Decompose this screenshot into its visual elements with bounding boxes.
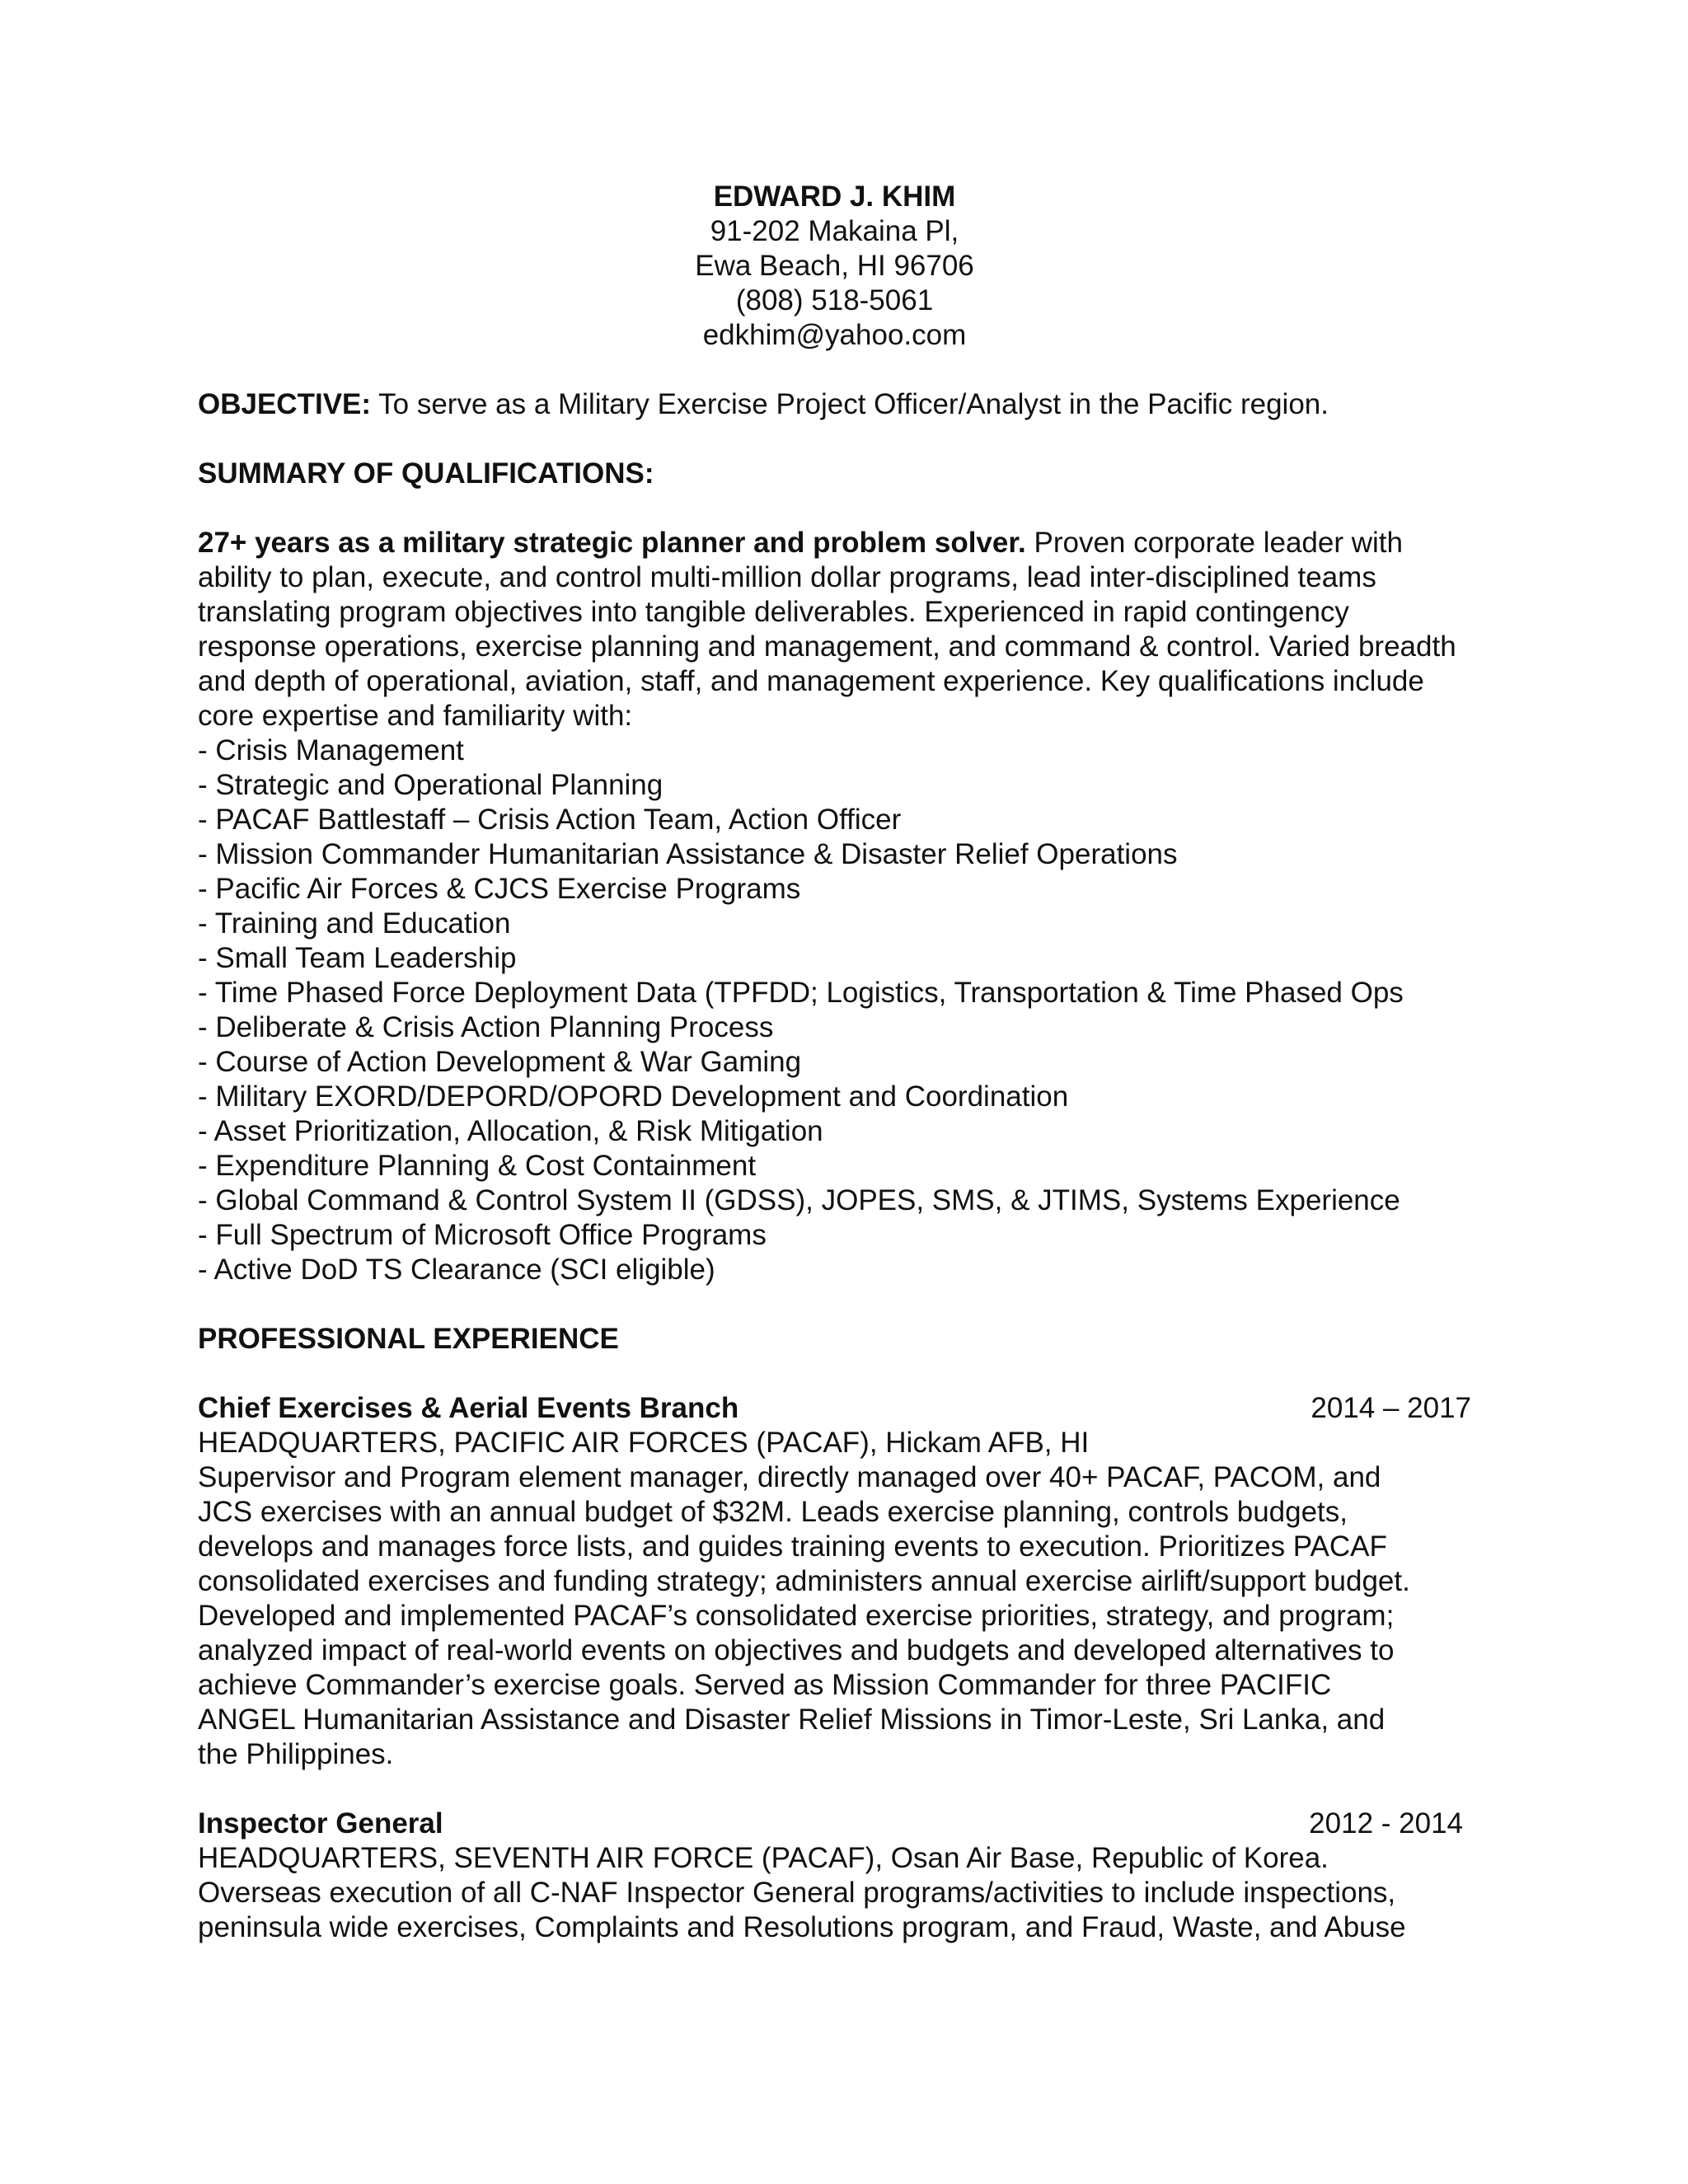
job-organization: HEADQUARTERS, PACIFIC AIR FORCES (PACAF), Hickam AFB, HI bbox=[198, 1427, 1090, 1459]
summary-paragraph bbox=[198, 526, 1471, 733]
qualification-item: - Active DoD TS Clearance (SCI eligible) bbox=[198, 1254, 715, 1286]
experience-heading: PROFESSIONAL EXPERIENCE bbox=[198, 1323, 619, 1355]
job-title: Chief Exercises & Aerial Events Branch bbox=[198, 1392, 739, 1424]
job-dates: 2012 - 2014 bbox=[1309, 1807, 1463, 1840]
qualifications-list bbox=[198, 733, 1471, 1287]
qualification-item: - Strategic and Operational Planning bbox=[198, 769, 663, 801]
qualification-item: - Training and Education bbox=[198, 907, 511, 940]
job-entry bbox=[198, 1807, 1463, 1945]
qualification-item: - Full Spectrum of Microsoft Office Programs bbox=[198, 1219, 767, 1251]
phone-number: (808) 518-5061 bbox=[735, 284, 934, 316]
qualification-item: - Small Team Leadership bbox=[198, 942, 517, 974]
spacer bbox=[198, 422, 1471, 457]
address-line-2: Ewa Beach, HI 96706 bbox=[695, 250, 974, 282]
job-description-line: analyzed impact of real-world events on objectives and budgets and developed alternatives to bbox=[198, 1634, 1395, 1666]
job-header bbox=[198, 1391, 1471, 1426]
qualification-item: - Deliberate & Crisis Action Planning Process bbox=[198, 1011, 774, 1043]
spacer bbox=[198, 491, 1471, 526]
job-description-line: Overseas execution of all C-NAF Inspector General programs/activities to include inspections, bbox=[198, 1877, 1396, 1909]
job-organization: HEADQUARTERS, SEVENTH AIR FORCE (PACAF), Osan Air Base, Republic of Korea. bbox=[198, 1842, 1329, 1874]
candidate-name: EDWARD J. KHIM bbox=[713, 180, 956, 213]
job-description-line: the Philippines. bbox=[198, 1738, 394, 1770]
job-description-line: consolidated exercises and funding strategy; administers annual exercise airlift/support budget. bbox=[198, 1565, 1410, 1597]
qualification-item: - Global Command & Control System II (GDSS), JOPES, SMS, & JTIMS, Systems Experience bbox=[198, 1184, 1400, 1216]
spacer bbox=[198, 1287, 1471, 1322]
qualification-item: - PACAF Battlestaff – Crisis Action Team, Action Officer bbox=[198, 804, 902, 836]
qualification-item: - Mission Commander Humanitarian Assistance & Disaster Relief Operations bbox=[198, 838, 1178, 870]
qualification-item: - Crisis Management bbox=[198, 734, 464, 766]
objective-section bbox=[198, 387, 1471, 422]
qualification-item: - Military EXORD/DEPORD/OPORD Development and Coordination bbox=[198, 1080, 1069, 1113]
job-description-line: Supervisor and Program element manager, directly managed over 40+ PACAF, PACOM, and bbox=[198, 1461, 1381, 1493]
qualification-item: - Expenditure Planning & Cost Containment bbox=[198, 1150, 757, 1182]
spacer bbox=[198, 353, 1471, 387]
summary-lead: 27+ years as a military strategic planner and problem solver. bbox=[198, 527, 1026, 559]
resume-content bbox=[198, 180, 1471, 1945]
job-header bbox=[198, 1807, 1463, 1841]
objective-text: To serve as a Military Exercise Project Officer/Analyst in the Pacific region. bbox=[371, 388, 1329, 420]
job-description-line: develops and manages force lists, and guides training events to execution. Prioritizes PACAF bbox=[198, 1530, 1387, 1563]
job-description-line: peninsula wide exercises, Complaints and Resolutions program, and Fraud, Waste, and Abuse bbox=[198, 1911, 1406, 1943]
qualification-item: - Pacific Air Forces & CJCS Exercise Programs bbox=[198, 873, 801, 905]
qualification-item: - Time Phased Force Deployment Data (TPFDD; Logistics, Transportation & Time Phased Ops bbox=[198, 977, 1404, 1009]
objective-label: OBJECTIVE: bbox=[198, 388, 372, 420]
job-description-line: Developed and implemented PACAF’s consolidated exercise priorities, strategy, and program; bbox=[198, 1600, 1395, 1632]
summary-text: Proven corporate leader with ability to plan, execute, and control multi-million dollar programs, lead inter-disciplined teams translating program objectives into tangible deliverables. Experienced in rapid contingency response operations, exercise planning and management, and command & control. Varied breadth and depth of operational, aviation, staff, and management experience. Key qualifications include core expertise and familiarity with: bbox=[198, 527, 1456, 732]
qualification-item: - Asset Prioritization, Allocation, & Risk Mitigation bbox=[198, 1115, 823, 1147]
spacer bbox=[198, 1357, 1471, 1391]
email-address: edkhim@yahoo.com bbox=[702, 319, 967, 351]
address-line-1: 91-202 Makaina Pl, bbox=[710, 215, 959, 247]
summary-heading: SUMMARY OF QUALIFICATIONS: bbox=[198, 457, 654, 490]
job-dates: 2014 – 2017 bbox=[1311, 1392, 1471, 1424]
qualification-item: - Course of Action Development & War Gaming bbox=[198, 1046, 802, 1078]
job-description-line: JCS exercises with an annual budget of $32M. Leads exercise planning, controls budgets, bbox=[198, 1496, 1348, 1528]
contact-header bbox=[198, 180, 1471, 353]
job-description-line: ANGEL Humanitarian Assistance and Disaster Relief Missions in Timor-Leste, Sri Lanka, and bbox=[198, 1704, 1386, 1736]
spacer bbox=[198, 1772, 1471, 1807]
job-description-line: achieve Commander’s exercise goals. Served as Mission Commander for three PACIFIC bbox=[198, 1669, 1332, 1701]
job-entry bbox=[198, 1391, 1471, 1772]
job-title: Inspector General bbox=[198, 1807, 443, 1840]
